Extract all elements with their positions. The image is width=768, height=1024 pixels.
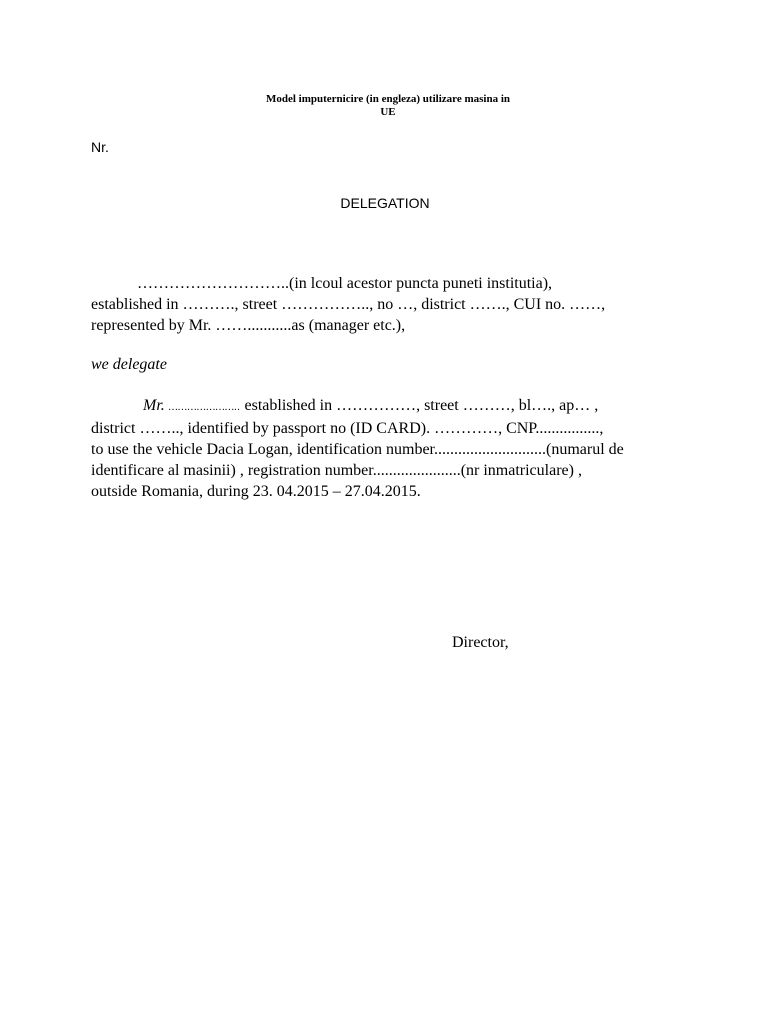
we-delegate-text: we delegate — [91, 356, 167, 373]
person-line-5: outside Romania, during 23. 04.2015 – 27.04.2015. — [91, 483, 421, 500]
organization-line-2: established in ………., street …………….., no …, district ……., CUI no. ……, — [91, 296, 606, 313]
person-line-1-rest: established in ……………, street ………, bl…., ap… , — [240, 397, 599, 414]
person-line-1 — [91, 395, 624, 418]
organization-line-1: ………………………..(in lcoul acestor puncta puneti institutia), — [137, 275, 553, 292]
person-line-3: to use the vehicle Dacia Logan, identification number............................(numarul de — [91, 441, 624, 458]
model-title-line1: Model imputernicire (in engleza) utilizare masina in — [265, 93, 510, 105]
mr-name-placeholder: ………………….. — [168, 402, 241, 413]
organization-paragraph — [91, 273, 605, 336]
document-number-label: Nr. — [91, 139, 109, 155]
mr-label: Mr. — [143, 397, 165, 414]
person-line-4: identificare al masinii) , registration number......................(nr inmatriculare) , — [91, 462, 582, 479]
delegation-heading: DELEGATION — [340, 195, 430, 211]
director-signature: Director, — [452, 634, 509, 651]
person-line-2: district …….., identified by passport no (ID CARD). …………, CNP................, — [91, 420, 604, 437]
organization-line-3: represented by Mr. ……...........as (manager etc.), — [91, 317, 406, 334]
person-paragraph — [91, 395, 624, 502]
model-title-line2: UE — [380, 106, 396, 118]
model-title — [0, 93, 768, 119]
